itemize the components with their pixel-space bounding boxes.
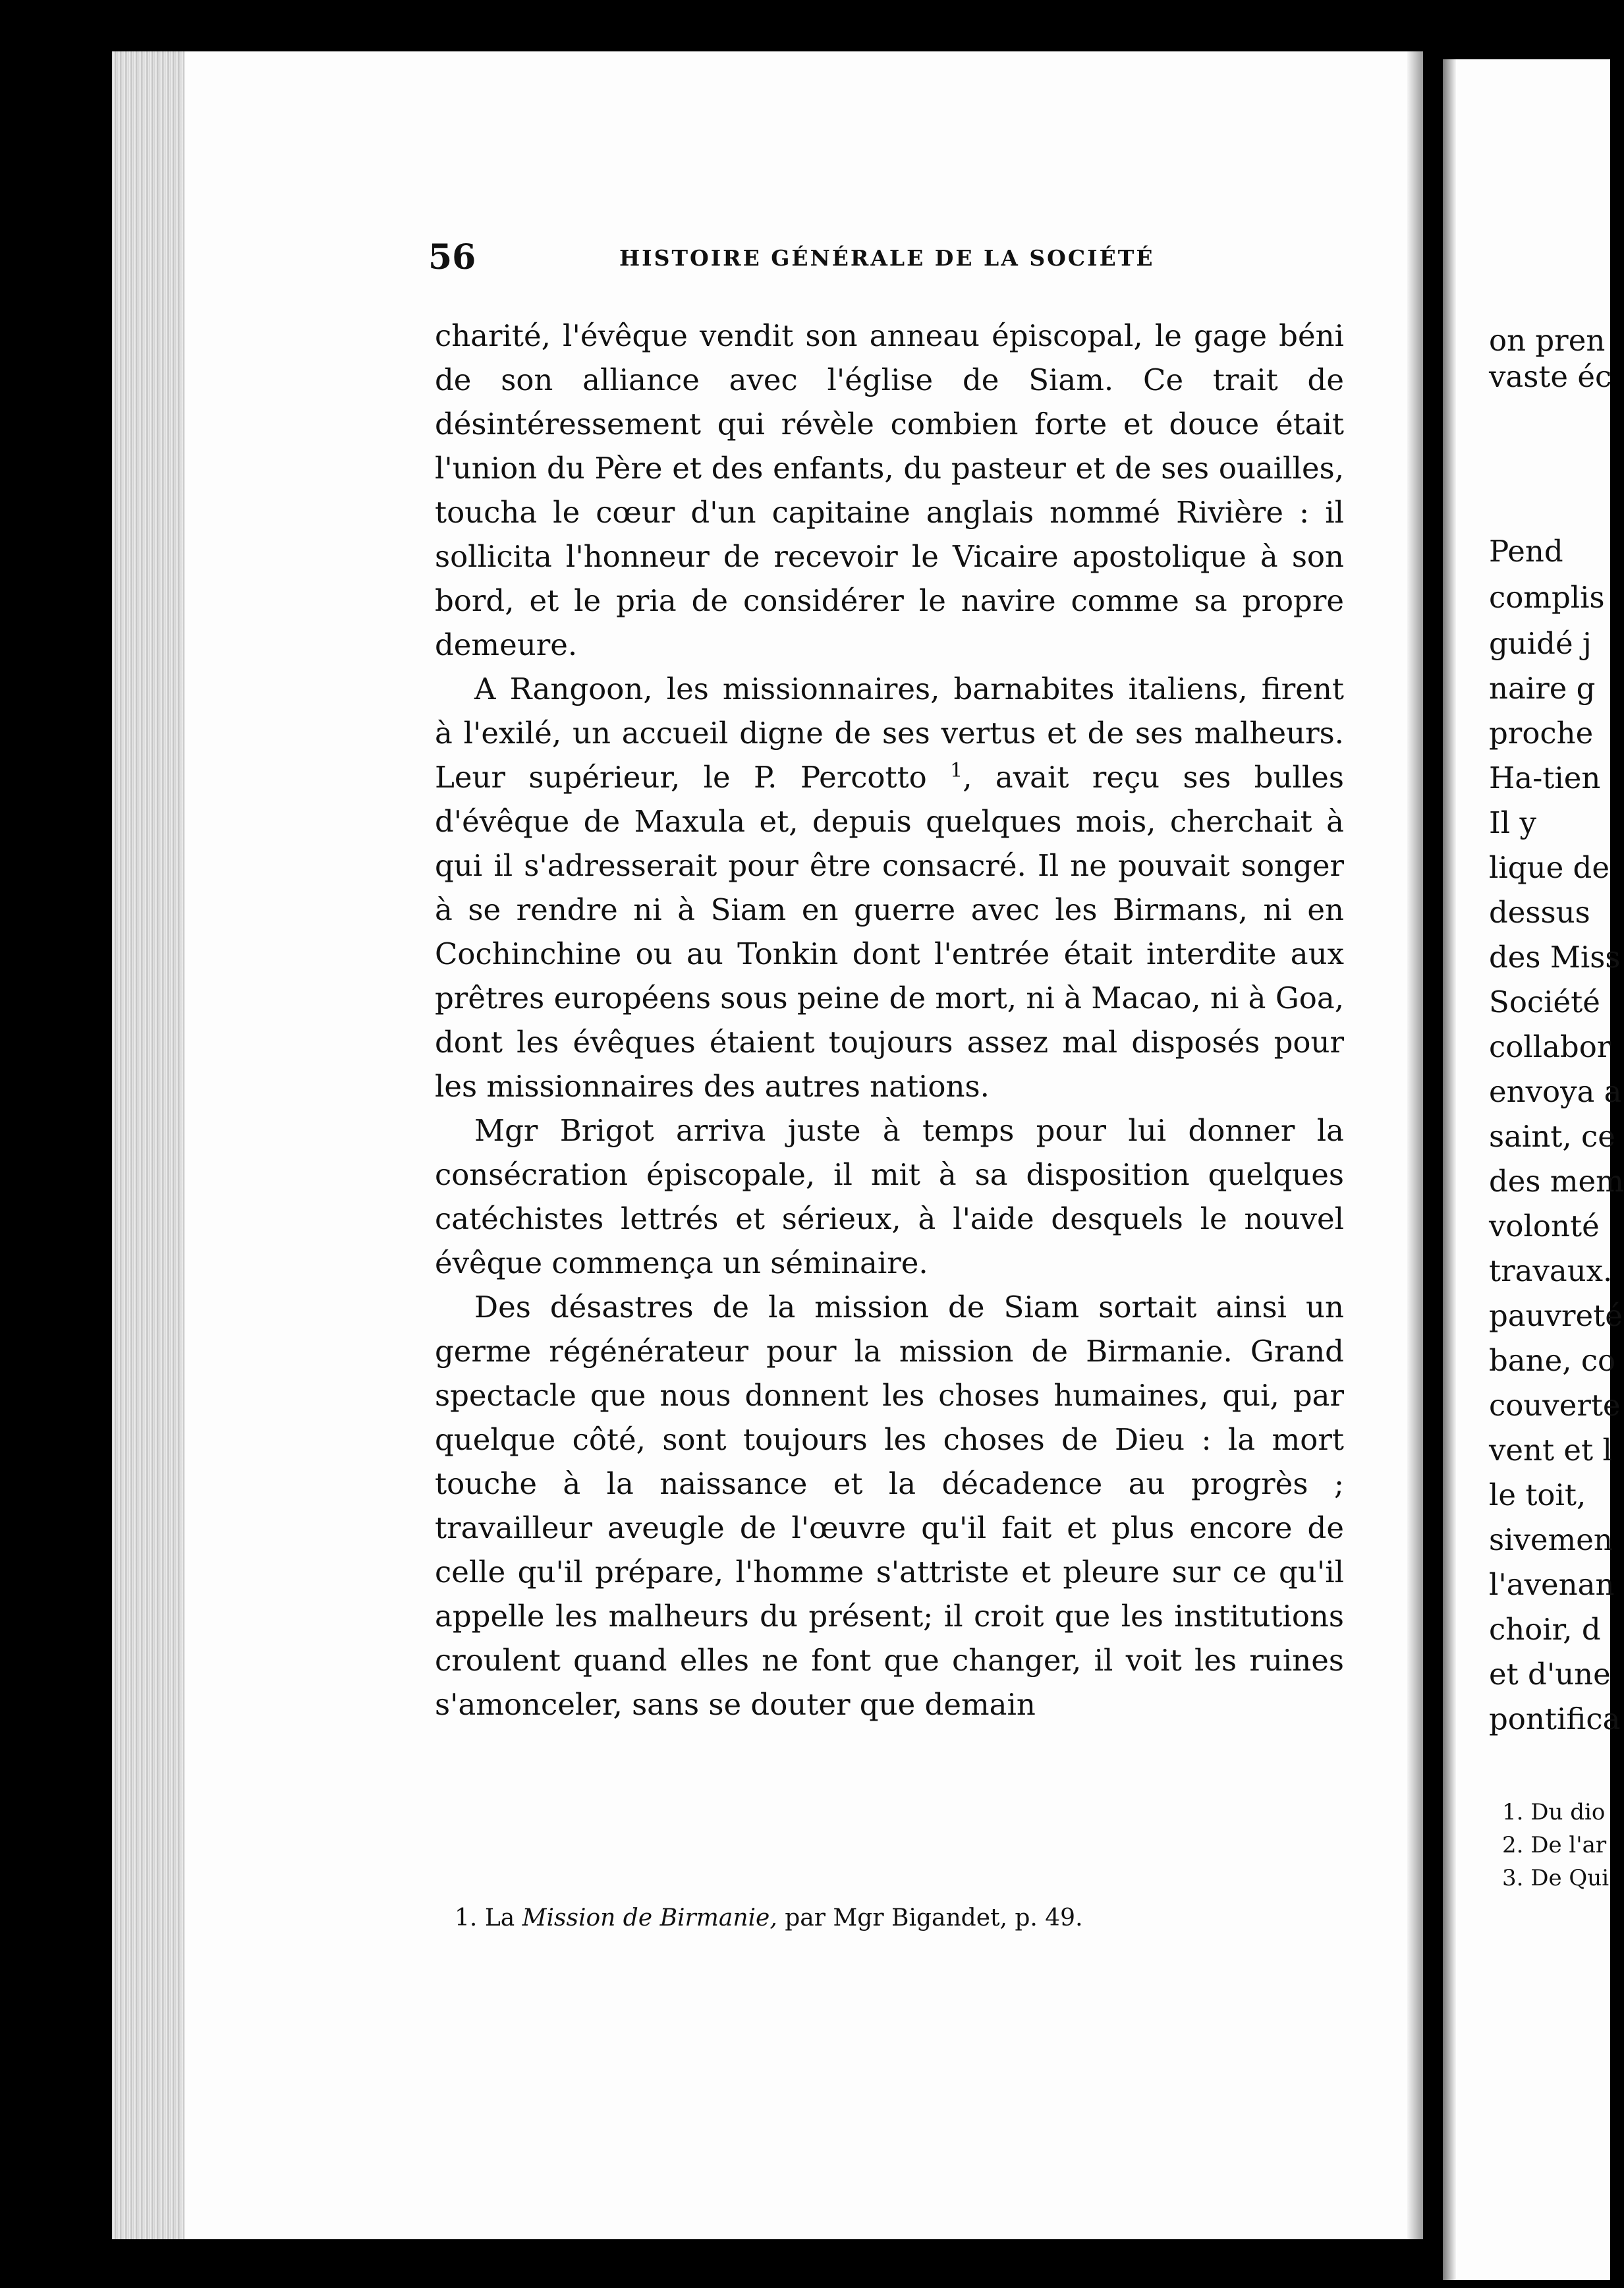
right-page-line: Il y [1489,805,1536,840]
right-page-line: pontifica [1489,1702,1621,1736]
right-page-line: couverte [1489,1388,1621,1423]
right-page-line: des mem [1489,1164,1624,1199]
body-text [435,314,1344,1727]
right-page-line: Ha-tien [1489,760,1601,795]
right-page [1443,59,1624,2280]
left-page [112,51,1423,2239]
right-page-line: envoya a [1489,1074,1622,1109]
right-page-line: complis [1489,580,1605,615]
right-page-line: pauvreté [1489,1298,1623,1333]
right-page-footnote: 1. Du dio [1502,1799,1606,1825]
right-page-line: naire g [1489,671,1596,706]
page-number: 56 [428,237,476,277]
right-page-footnote: 2. De l'ar [1502,1832,1607,1858]
right-page-line: choir, d [1489,1612,1601,1647]
page-edges [112,51,184,2239]
paragraph-4: Des désastres de la mission de Siam sortait ainsi un germe régénérateur pour la mission de Birmanie. Grand spectacle que nous donnent les choses humaines, qui, par quelque côté, sont toujours les choses de Dieu : la mort touche à la naissance et la décadence au progrès ; travailleur aveugle de l'œuvre qu'il fait et plus encore de celle qu'il prépare, l'homme s'attriste et pleure sur ce qu'il appelle les malheurs du présent; il croit que les institutions croulent quand elles ne font que changer, il voit les ruines s'amonceler, sans se douter que demain [435,1290,1344,1722]
page-gutter [1407,51,1423,2239]
footnote-number: 1. [455,1904,478,1931]
right-page-line: volonté [1489,1209,1600,1244]
right-page-line: des Miss [1489,940,1621,975]
running-title: HISTOIRE GÉNÉRALE DE LA SOCIÉTÉ [619,245,1155,271]
running-head [428,237,1351,290]
footnote-suffix: par Mgr Bigandet, p. 49. [785,1904,1083,1931]
right-page-line: sivemen [1489,1522,1613,1557]
right-page-line: vaste éc [1489,359,1612,394]
right-page-footnote: 3. De Qui [1502,1865,1610,1891]
right-page-line: le toit, [1489,1477,1586,1512]
footnote-prefix: La [484,1904,515,1931]
footnote-work-title: Mission de Birmanie, [522,1904,777,1931]
right-page-line: saint, ce [1489,1119,1615,1154]
right-page-line: vent et l [1489,1433,1612,1468]
right-gutter-shadow [1443,59,1456,2280]
paragraph-1: charité, l'évêque vendit son anneau épiscopal, le gage béni de son alliance avec l'église de Siam. Ce trait de désintéressement qui révèle combien forte et douce était l'union du Père et des enfants, du pasteur et de ses ouailles, toucha le cœur d'un capitaine anglais nommé Rivière : il sollicita l'honneur de recevoir le Vicaire apostolique à son bord, et le pria de considérer le navire comme sa propre demeure. [435,318,1344,662]
right-page-line: Société [1489,985,1600,1019]
right-page-line: lique de [1489,850,1610,885]
right-page-line: et d'une [1489,1657,1611,1692]
paragraph-2-text-a: A Rangoon, les missionnaires, barnabites italiens, firent à l'exilé, un accueil digne de ses vertus et de ses malheurs. Leur supérieur, le P. Percotto [435,672,1344,795]
right-page-line: travaux. [1489,1253,1613,1288]
right-page-line: collabor [1489,1029,1611,1064]
paragraph-2-text-b: , avait reçu ses bulles d'évêque de Maxula et, depuis quelques mois, cherchait à qui il s'adresserait pour être consacré. Il ne pouvait songer à se rendre ni à Siam en guerre avec les Birmans, ni en Cochinchine ou au Tonkin dont l'entrée était interdite aux prêtres européens sous peine de mort, ni à Macao, ni à Goa, dont les évêques étaient toujours assez mal disposés pour les missionnaires des autres nations. [435,760,1344,1104]
footnote [455,1904,1083,1931]
paragraph-2 [435,667,1344,1108]
right-page-line: guidé j [1489,626,1592,661]
right-page-line: dessus [1489,895,1590,930]
right-page-line: bane, co [1489,1343,1616,1378]
right-page-line: l'avenan [1489,1567,1615,1602]
right-page-line: on pren [1489,323,1606,358]
right-page-line: Pend [1489,534,1563,569]
right-page-line: proche [1489,716,1594,751]
footnote-reference: 1 [950,759,963,782]
paragraph-3: Mgr Brigot arriva juste à temps pour lui donner la consécration épiscopale, il mit à sa disposition quelques catéchistes lettrés et sérieux, à l'aide desquels le nouvel évêque commença un séminaire. [435,1113,1344,1280]
